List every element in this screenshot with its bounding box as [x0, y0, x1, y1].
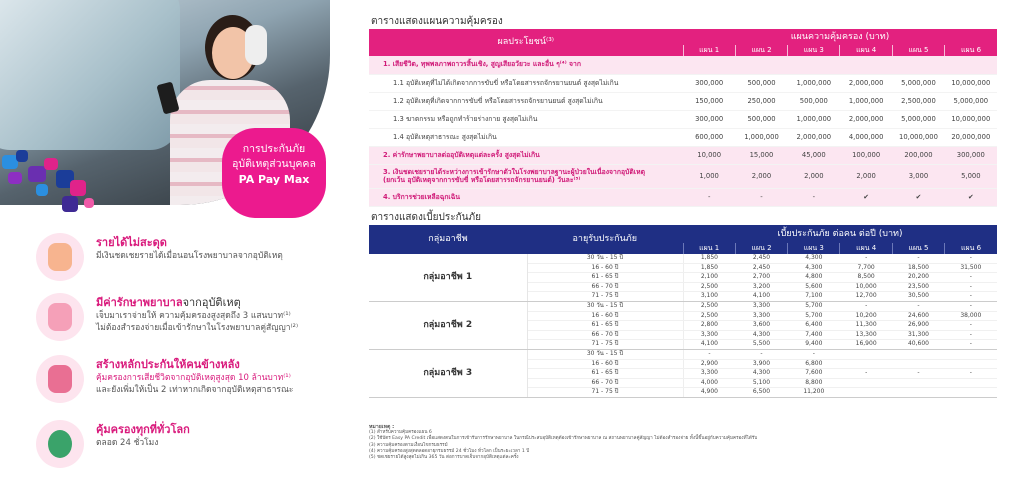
feature-medical-title: มีค่ารักษาพยาบาล — [96, 296, 183, 309]
coverage-cell: 5,000 — [945, 164, 997, 188]
coverage-row-label-text: 4. บริการช่วยเหลือฉุกเฉิน — [383, 192, 461, 201]
premium-cell: 2,500 — [683, 282, 735, 292]
feature-family-line2: และยังเพิ่มให้เป็น 2 เท่าหากเกิดจากอุบัติเหตุสาธารณะ — [96, 385, 294, 395]
premium-cell: 30,500 — [892, 292, 944, 302]
feature-worldwide-title: คุ้มครองทุกที่ทั่วโลก — [96, 423, 190, 436]
feature-medical-line1: เจ็บมาเราจ่ายให้ ความคุ้มครองสูงสุดถึง 3 แสนบาท⁽¹⁾ — [96, 311, 291, 321]
footnotes — [369, 424, 1009, 461]
feature-family — [36, 355, 336, 411]
age-range: 30 วัน - 15 ปี — [527, 254, 683, 263]
premium-cell — [840, 349, 892, 359]
premium-cell: 10,200 — [840, 311, 892, 321]
premium-cell: - — [945, 330, 997, 340]
age-range: 30 วัน - 15 ปี — [527, 349, 683, 359]
premium-cell: 3,300 — [683, 369, 735, 379]
premium-cell: 23,500 — [892, 282, 944, 292]
coverage-cell: ✔ — [840, 188, 892, 206]
premium-cell: 5,500 — [735, 340, 787, 350]
premium-cell — [892, 388, 944, 398]
premium-cell: 16,900 — [840, 340, 892, 350]
feature-worldwide-line1: ตลอด 24 ชั่วโมง — [96, 438, 159, 448]
coverage-cell — [788, 56, 840, 74]
coverage-row-label — [369, 56, 683, 74]
coverage-cell: 2,000,000 — [788, 128, 840, 146]
premium-cell: - — [735, 349, 787, 359]
coverage-cell: 4,000,000 — [840, 128, 892, 146]
premium-header: เบี้ยประกันภัย ต่อคน ต่อปี (บาท) — [683, 225, 997, 243]
premium-cell: 5,700 — [788, 311, 840, 321]
coverage-cell: 100,000 — [840, 146, 892, 164]
left-panel — [0, 0, 340, 484]
age-range: 71 - 75 ปี — [527, 388, 683, 398]
coverage-cell: 1,000,000 — [788, 110, 840, 128]
coverage-cell: 15,000 — [735, 146, 787, 164]
premium-cell: - — [892, 301, 944, 311]
premium-table-title: ตารางแสดงเบี้ยประกันภัย — [371, 212, 481, 223]
coverage-cell: 1,000,000 — [840, 92, 892, 110]
premium-cell: 4,000 — [683, 378, 735, 388]
coverage-cell: 10,000,000 — [945, 74, 997, 92]
injured-person-icon — [36, 293, 84, 341]
coverage-cell: 500,000 — [788, 92, 840, 110]
coverage-cell: 5,000,000 — [945, 92, 997, 110]
premium-cell: 2,100 — [683, 273, 735, 283]
coverage-cell: 5,000,000 — [892, 74, 944, 92]
coverage-row-label — [369, 146, 683, 164]
coverage-cell: 2,500,000 — [892, 92, 944, 110]
coverage-row-label — [369, 110, 683, 128]
coverage-row — [369, 74, 997, 92]
coverage-cell: 20,000,000 — [945, 128, 997, 146]
coverage-cell: 1,000,000 — [735, 128, 787, 146]
feature-income-line1: มีเงินชดเชยรายได้เมื่อนอนโรงพยาบาลจากอุบัติเหตุ — [96, 251, 283, 261]
coverage-row — [369, 188, 997, 206]
premium-cell: 20,200 — [892, 273, 944, 283]
age-range: 16 - 60 ปี — [527, 311, 683, 321]
premium-cell: 8,800 — [788, 378, 840, 388]
coverage-cell: 5,000,000 — [892, 110, 944, 128]
plan-col-header: แผน 1 — [683, 45, 735, 56]
premium-cell: - — [840, 369, 892, 379]
premium-cell: 9,400 — [788, 340, 840, 350]
coverage-row-label — [369, 164, 683, 188]
occupation-group: กลุ่มอาชีพ 2 — [369, 301, 527, 349]
premium-cell: - — [892, 369, 944, 379]
feature-income — [36, 233, 336, 289]
premium-cell: - — [840, 254, 892, 263]
premium-cell: - — [945, 369, 997, 379]
premium-cell: 5,700 — [788, 301, 840, 311]
coverage-cell: 1,000 — [683, 164, 735, 188]
globe-icon — [36, 420, 84, 468]
coverage-cell: 3,000 — [892, 164, 944, 188]
premium-cell: 2,500 — [683, 301, 735, 311]
coverage-row-label-text: 1.4 อุบัติเหตุสาธารณะ สูงสุดไม่เกิน — [393, 132, 497, 141]
premium-cell — [840, 378, 892, 388]
premium-cell: 3,300 — [683, 330, 735, 340]
coverage-row-label-text: 1. เสียชีวิต, ทุพพลภาพถาวรสิ้นเชิง, สูญเสียอวัยวะ และอื่น ๆ⁽⁴⁾ จาก — [383, 60, 581, 69]
premium-cell: 3,900 — [735, 359, 787, 369]
age-range: 61 - 65 ปี — [527, 321, 683, 331]
premium-cell: 4,100 — [735, 292, 787, 302]
coverage-cell: 300,000 — [945, 146, 997, 164]
premium-cell: 8,500 — [840, 273, 892, 283]
coverage-cell — [840, 56, 892, 74]
premium-cell: 4,100 — [683, 340, 735, 350]
coverage-row-label — [369, 92, 683, 110]
plan-col-header: แผน 4 — [840, 243, 892, 254]
coverage-cell: 500,000 — [735, 110, 787, 128]
coverage-row — [369, 56, 997, 74]
premium-cell: 11,300 — [840, 321, 892, 331]
coverage-cell: - — [788, 188, 840, 206]
premium-cell: 7,700 — [840, 263, 892, 273]
plan-col-header: แผน 5 — [892, 243, 944, 254]
age-range: 16 - 60 ปี — [527, 359, 683, 369]
coverage-cell: 200,000 — [892, 146, 944, 164]
family-care-icon — [36, 355, 84, 403]
premium-cell: 12,700 — [840, 292, 892, 302]
premium-cell — [945, 349, 997, 359]
age-range: 30 วัน - 15 ปี — [527, 301, 683, 311]
decorative-bubbles — [0, 150, 120, 220]
premium-cell: 3,600 — [735, 321, 787, 331]
premium-cell: 2,700 — [735, 273, 787, 283]
coverage-row-label — [369, 128, 683, 146]
premium-cell: 3,300 — [735, 301, 787, 311]
premium-cell: 1,850 — [683, 254, 735, 263]
plan-col-header: แผน 2 — [735, 45, 787, 56]
coverage-cell: - — [683, 188, 735, 206]
premium-cell: - — [788, 349, 840, 359]
premium-cell: 4,300 — [735, 330, 787, 340]
footnote-line: (4) ความคุ้มครองสูงสุดตลอดอายุกรมธรรม์ 24 ชั่วโมง ทั่วโลก เป็นระยะเวลา 1 ปี — [369, 448, 530, 454]
occupation-group-header: กลุ่มอาชีพ — [369, 225, 527, 254]
coverage-cell — [683, 56, 735, 74]
coverage-cell: 45,000 — [788, 146, 840, 164]
plan-header: แผนความคุ้มครอง (บาท) — [683, 29, 997, 45]
premium-cell: 31,500 — [945, 263, 997, 273]
product-badge — [222, 128, 326, 218]
premium-cell: 4,800 — [788, 273, 840, 283]
premium-cell: 13,300 — [840, 330, 892, 340]
premium-cell — [892, 378, 944, 388]
coverage-cell: 10,000,000 — [945, 110, 997, 128]
coverage-row — [369, 110, 997, 128]
coverage-row — [369, 164, 997, 188]
premium-cell — [892, 359, 944, 369]
premium-cell — [945, 359, 997, 369]
coverage-row-label-text: 1.3 ฆาตกรรม หรือถูกทำร้ายร่างกาย สูงสุดไม่เกิน — [393, 114, 538, 123]
coverage-cell: 600,000 — [683, 128, 735, 146]
premium-cell: 24,600 — [892, 311, 944, 321]
coverage-row — [369, 146, 997, 164]
premium-cell: 18,500 — [892, 263, 944, 273]
premium-cell: - — [945, 282, 997, 292]
coverage-cell: 250,000 — [735, 92, 787, 110]
coverage-row-label-text: 1.2 อุบัติเหตุที่เกิดจากการขับขี่ หรือโดยสารรถจักรยานยนต์ สูงสุดไม่เกิน — [393, 96, 603, 105]
age-range: 16 - 60 ปี — [527, 263, 683, 273]
premium-cell: 6,400 — [788, 321, 840, 331]
premium-cell: 10,000 — [840, 282, 892, 292]
occupation-group: กลุ่มอาชีพ 3 — [369, 349, 527, 397]
age-range: 66 - 70 ปี — [527, 378, 683, 388]
coverage-row-label-text: 2. ค่ารักษาพยาบาลต่ออุบัติเหตุแต่ละครั้ง สูงสุดไม่เกิน — [383, 150, 540, 159]
premium-cell: 7,600 — [788, 369, 840, 379]
feature-medical-title-rest: จากอุบัติเหตุ — [182, 296, 241, 309]
premium-cell: 4,900 — [683, 388, 735, 398]
age-range: 66 - 70 ปี — [527, 330, 683, 340]
premium-row — [369, 349, 997, 359]
premium-cell: - — [945, 340, 997, 350]
premium-cell: 7,100 — [788, 292, 840, 302]
premium-cell: 5,100 — [735, 378, 787, 388]
coverage-table-title: ตารางแสดงแผนความคุ้มครอง — [371, 16, 503, 27]
premium-cell: - — [945, 301, 997, 311]
premium-cell: 3,100 — [683, 292, 735, 302]
badge-line2: อุบัติเหตุส่วนบุคคล — [232, 158, 316, 170]
premium-cell: - — [945, 292, 997, 302]
premium-cell: 6,800 — [788, 359, 840, 369]
premium-cell: - — [892, 254, 944, 263]
coverage-cell: 500,000 — [735, 74, 787, 92]
phone-icon — [156, 81, 179, 114]
premium-cell: 4,300 — [788, 263, 840, 273]
premium-cell — [945, 378, 997, 388]
coverage-cell: 10,000 — [683, 146, 735, 164]
coverage-row-label-text2: (ยกเว้น อุบัติเหตุจากการขับขี่ หรือโดยสารรถจักรยานยนต์) วันละ⁽⁵⁾ — [383, 176, 581, 184]
premium-cell — [892, 349, 944, 359]
premium-cell: 26,900 — [892, 321, 944, 331]
premium-cell: 2,450 — [735, 263, 787, 273]
coverage-cell: 2,000 — [735, 164, 787, 188]
age-range: 66 - 70 ปี — [527, 282, 683, 292]
coverage-cell: 2,000 — [788, 164, 840, 188]
feature-worldwide — [36, 420, 336, 476]
feature-medical — [36, 293, 336, 349]
coverage-row — [369, 92, 997, 110]
coverage-cell: 300,000 — [683, 110, 735, 128]
feature-family-line1: คุ้มครองการเสียชีวิตจากอุบัติเหตุสูงสุด 10 ล้านบาท⁽¹⁾ — [96, 373, 291, 383]
coverage-cell: ✔ — [945, 188, 997, 206]
person-income-icon — [36, 233, 84, 281]
premium-cell — [945, 388, 997, 398]
coverage-cell: 10,000,000 — [892, 128, 944, 146]
plan-col-header: แผน 3 — [788, 45, 840, 56]
coverage-cell — [945, 56, 997, 74]
feature-income-title: รายได้ไม่สะดุด — [96, 236, 167, 249]
premium-cell — [840, 359, 892, 369]
premium-cell: 3,300 — [735, 311, 787, 321]
coverage-cell: 1,000,000 — [788, 74, 840, 92]
premium-cell: 4,300 — [788, 254, 840, 263]
premium-cell: 6,500 — [735, 388, 787, 398]
premium-cell: 40,600 — [892, 340, 944, 350]
coverage-cell: 2,000,000 — [840, 74, 892, 92]
premium-cell: 31,300 — [892, 330, 944, 340]
feature-family-title: สร้างหลักประกันให้คนข้างหลัง — [96, 358, 240, 371]
plan-col-header: แผน 5 — [892, 45, 944, 56]
premium-cell: 38,000 — [945, 311, 997, 321]
coverage-cell: ✔ — [892, 188, 944, 206]
premium-cell: 2,800 — [683, 321, 735, 331]
premium-cell: 4,300 — [735, 369, 787, 379]
plan-col-header: แผน 6 — [945, 243, 997, 254]
badge-line1: การประกันภัย — [242, 143, 306, 155]
premium-cell: 5,600 — [788, 282, 840, 292]
coverage-table — [369, 29, 997, 207]
premium-cell — [840, 388, 892, 398]
benefit-header: ผลประโยชน์⁽³⁾ — [369, 29, 683, 56]
premium-cell: 2,900 — [683, 359, 735, 369]
premium-cell: 3,200 — [735, 282, 787, 292]
age-header: อายุรับประกันภัย — [527, 225, 683, 254]
footnote-line: (2) ใช้บัตร Easy PA Credit เพื่อแสดงตนในการเข้ารับการรักษาพยาบาล ในกรณีประสบอุบัติเหตุต้องเข้ารักษาพยาบาล ณ สถานพยาบาลคู่สัญญา ไม่ต้องสำรองจ่าย ทั้งนี้ขึ้นอยู่กับความคุ้มครองที่ได้รับ — [369, 436, 758, 442]
premium-row — [369, 301, 997, 311]
coverage-cell: 300,000 — [683, 74, 735, 92]
plan-col-header: แผน 2 — [735, 243, 787, 254]
premium-table — [369, 225, 997, 398]
age-range: 71 - 75 ปี — [527, 292, 683, 302]
occupation-group: กลุ่มอาชีพ 1 — [369, 254, 527, 301]
coverage-cell — [735, 56, 787, 74]
badge-product-name: PA Pay Max — [238, 173, 310, 186]
premium-row — [369, 254, 997, 263]
coverage-cell: 2,000 — [840, 164, 892, 188]
plan-col-header: แผน 4 — [840, 45, 892, 56]
coverage-cell: - — [735, 188, 787, 206]
premium-cell: - — [840, 301, 892, 311]
premium-cell: 2,450 — [735, 254, 787, 263]
plan-col-header: แผน 1 — [683, 243, 735, 254]
age-range: 71 - 75 ปี — [527, 340, 683, 350]
premium-cell: - — [945, 254, 997, 263]
coverage-row-label — [369, 188, 683, 206]
footnote-line: (5) ชดเชยรายได้สูงสุดไม่เกิน 365 วัน ต่อการบาดเจ็บจากอุบัติเหตุแต่ละครั้ง — [369, 455, 519, 461]
coverage-row — [369, 128, 997, 146]
age-range: 61 - 65 ปี — [527, 273, 683, 283]
age-range: 61 - 65 ปี — [527, 369, 683, 379]
premium-cell: - — [945, 321, 997, 331]
plan-col-header: แผน 6 — [945, 45, 997, 56]
plan-col-header: แผน 3 — [788, 243, 840, 254]
footnotes-heading: หมายเหตุ : — [369, 424, 395, 430]
headphones-icon — [245, 25, 267, 65]
coverage-cell — [892, 56, 944, 74]
premium-cell: 11,200 — [788, 388, 840, 398]
coverage-row-label-text: 1.1 อุบัติเหตุที่ไม่ได้เกิดจากการขับขี่ หรือโดยสารรถจักรยานยนต์ สูงสุดไม่เกิน — [393, 78, 619, 87]
footnote-line: (3) ความคุ้มครองตามเงื่อนไขกรมธรรม์ — [369, 442, 448, 448]
premium-cell: 1,850 — [683, 263, 735, 273]
feature-medical-line2: ไม่ต้องสำรองจ่ายเมื่อเข้ารักษาในโรงพยาบาลคู่สัญญา⁽²⁾ — [96, 323, 299, 333]
coverage-row-label — [369, 74, 683, 92]
premium-cell: 7,400 — [788, 330, 840, 340]
coverage-row-label-text: 3. เงินชดเชยรายได้ระหว่างการเข้ารักษาตัวในโรงพยาบาลฐานะผู้ป่วยในเนื่องจากอุบัติเหตุ — [383, 168, 645, 176]
premium-cell: - — [945, 273, 997, 283]
coverage-cell: 2,000,000 — [840, 110, 892, 128]
footnote-line: (1) สำหรับความคุ้มครองแผน 6 — [369, 430, 432, 436]
premium-cell: 2,500 — [683, 311, 735, 321]
premium-cell: - — [683, 349, 735, 359]
coverage-cell: 150,000 — [683, 92, 735, 110]
